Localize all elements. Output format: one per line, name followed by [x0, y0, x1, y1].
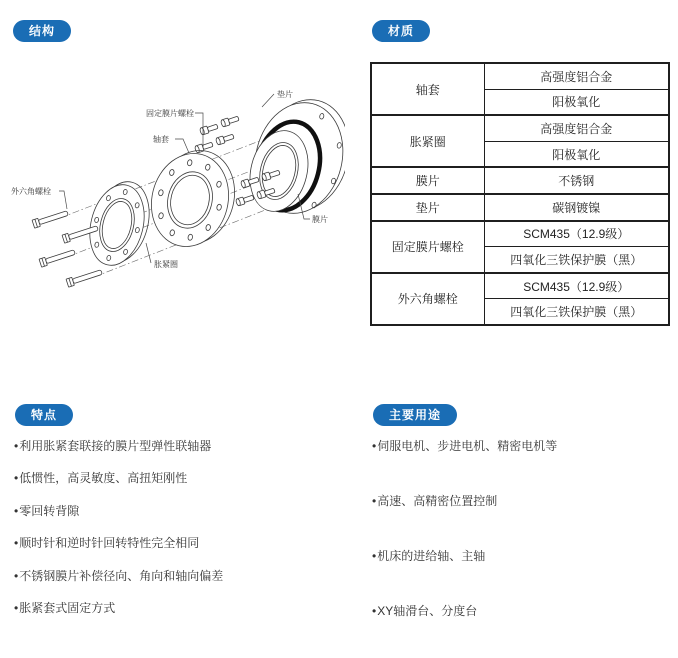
spec-cell: 阳极氧化 — [484, 141, 669, 167]
list-item — [14, 439, 344, 453]
list-item — [14, 569, 344, 583]
list-item — [14, 471, 344, 485]
list-item — [14, 536, 344, 550]
feature-text: 胀紧套式固定方式 — [19, 601, 116, 616]
spec-cell: 四氧化三铁保护膜（黑） — [484, 299, 669, 325]
bullet: • — [14, 601, 19, 616]
bullet: • — [14, 568, 19, 583]
diagram-label-fixing-bolt: 固定膜片螺栓 — [146, 109, 194, 118]
section-badge-uses: 主要用途 — [373, 404, 457, 426]
shaft-sleeve-flange — [142, 142, 244, 255]
list-item — [14, 504, 344, 518]
diagram-label-gasket: 垫片 — [277, 90, 293, 99]
diagram-label-sleeve: 轴套 — [153, 135, 169, 144]
bullet: • — [372, 439, 377, 453]
part-name-cell: 轴套 — [371, 63, 484, 115]
use-text: 伺服电机、步进电机、精密电机等 — [377, 439, 558, 453]
list-item — [372, 494, 672, 508]
diagram-label-diaphragm: 膜片 — [312, 215, 328, 224]
bullet: • — [14, 439, 19, 453]
spec-cell: SCM435（12.9级） — [484, 221, 669, 247]
table-row — [371, 167, 669, 194]
spec-cell: 高强度铝合金 — [484, 115, 669, 141]
list-item — [14, 601, 344, 615]
diagram-label-hex-bolt: 外六角螺栓 — [11, 187, 51, 196]
bullet: • — [372, 494, 377, 508]
table-row — [371, 63, 669, 89]
spec-cell: 四氧化三铁保护膜（黑） — [484, 247, 669, 273]
part-name-cell: 膜片 — [371, 167, 484, 194]
list-item — [372, 604, 672, 618]
list-item — [372, 439, 672, 453]
spec-cell: 阳极氧化 — [484, 89, 669, 115]
part-name-cell: 垫片 — [371, 194, 484, 221]
use-text: 高速、高精密位置控制 — [377, 494, 498, 508]
feature-text: 顺时针和逆时针回转特性完全相同 — [19, 536, 200, 551]
features-list — [14, 439, 344, 633]
part-name-cell: 外六角螺栓 — [371, 273, 484, 325]
use-text: 机床的进给轴、主轴 — [377, 549, 486, 563]
use-text: XY轴滑台、分度台 — [377, 604, 478, 618]
coupling-body — [242, 90, 345, 222]
spec-cell: 碳钢镀镍 — [484, 194, 669, 221]
part-name-cell: 固定膜片螺栓 — [371, 221, 484, 273]
bullet: • — [372, 604, 377, 618]
spec-cell: SCM435（12.9级） — [484, 273, 669, 299]
feature-text: 不锈钢膜片补偿径向、角向和轴向偏差 — [19, 568, 224, 583]
feature-text: 零回转背隙 — [19, 503, 80, 518]
table-row — [371, 221, 669, 247]
table-row — [371, 115, 669, 141]
part-name-cell: 胀紧圈 — [371, 115, 484, 167]
spec-cell: 高强度铝合金 — [484, 63, 669, 89]
feature-text: 低惯性，高灵敏度、高扭矩刚性 — [19, 471, 188, 486]
bullet: • — [14, 471, 19, 486]
section-badge-material: 材质 — [372, 20, 430, 42]
feature-text: 利用胀紧套联接的膜片型弹性联轴器 — [19, 439, 212, 453]
diagram-label-expansion-ring: 胀紧圈 — [154, 260, 178, 269]
coupling-exploded-diagram — [0, 70, 345, 300]
materials-table — [370, 62, 670, 326]
bullet: • — [14, 503, 19, 518]
section-badge-structure: 结构 — [13, 20, 71, 42]
bullet: • — [372, 549, 377, 563]
bullet: • — [14, 536, 19, 551]
list-item — [372, 549, 672, 563]
uses-list — [372, 439, 672, 658]
spec-cell: 不锈钢 — [484, 167, 669, 194]
table-row — [371, 194, 669, 221]
section-badge-features: 特点 — [15, 404, 73, 426]
table-row — [371, 273, 669, 299]
